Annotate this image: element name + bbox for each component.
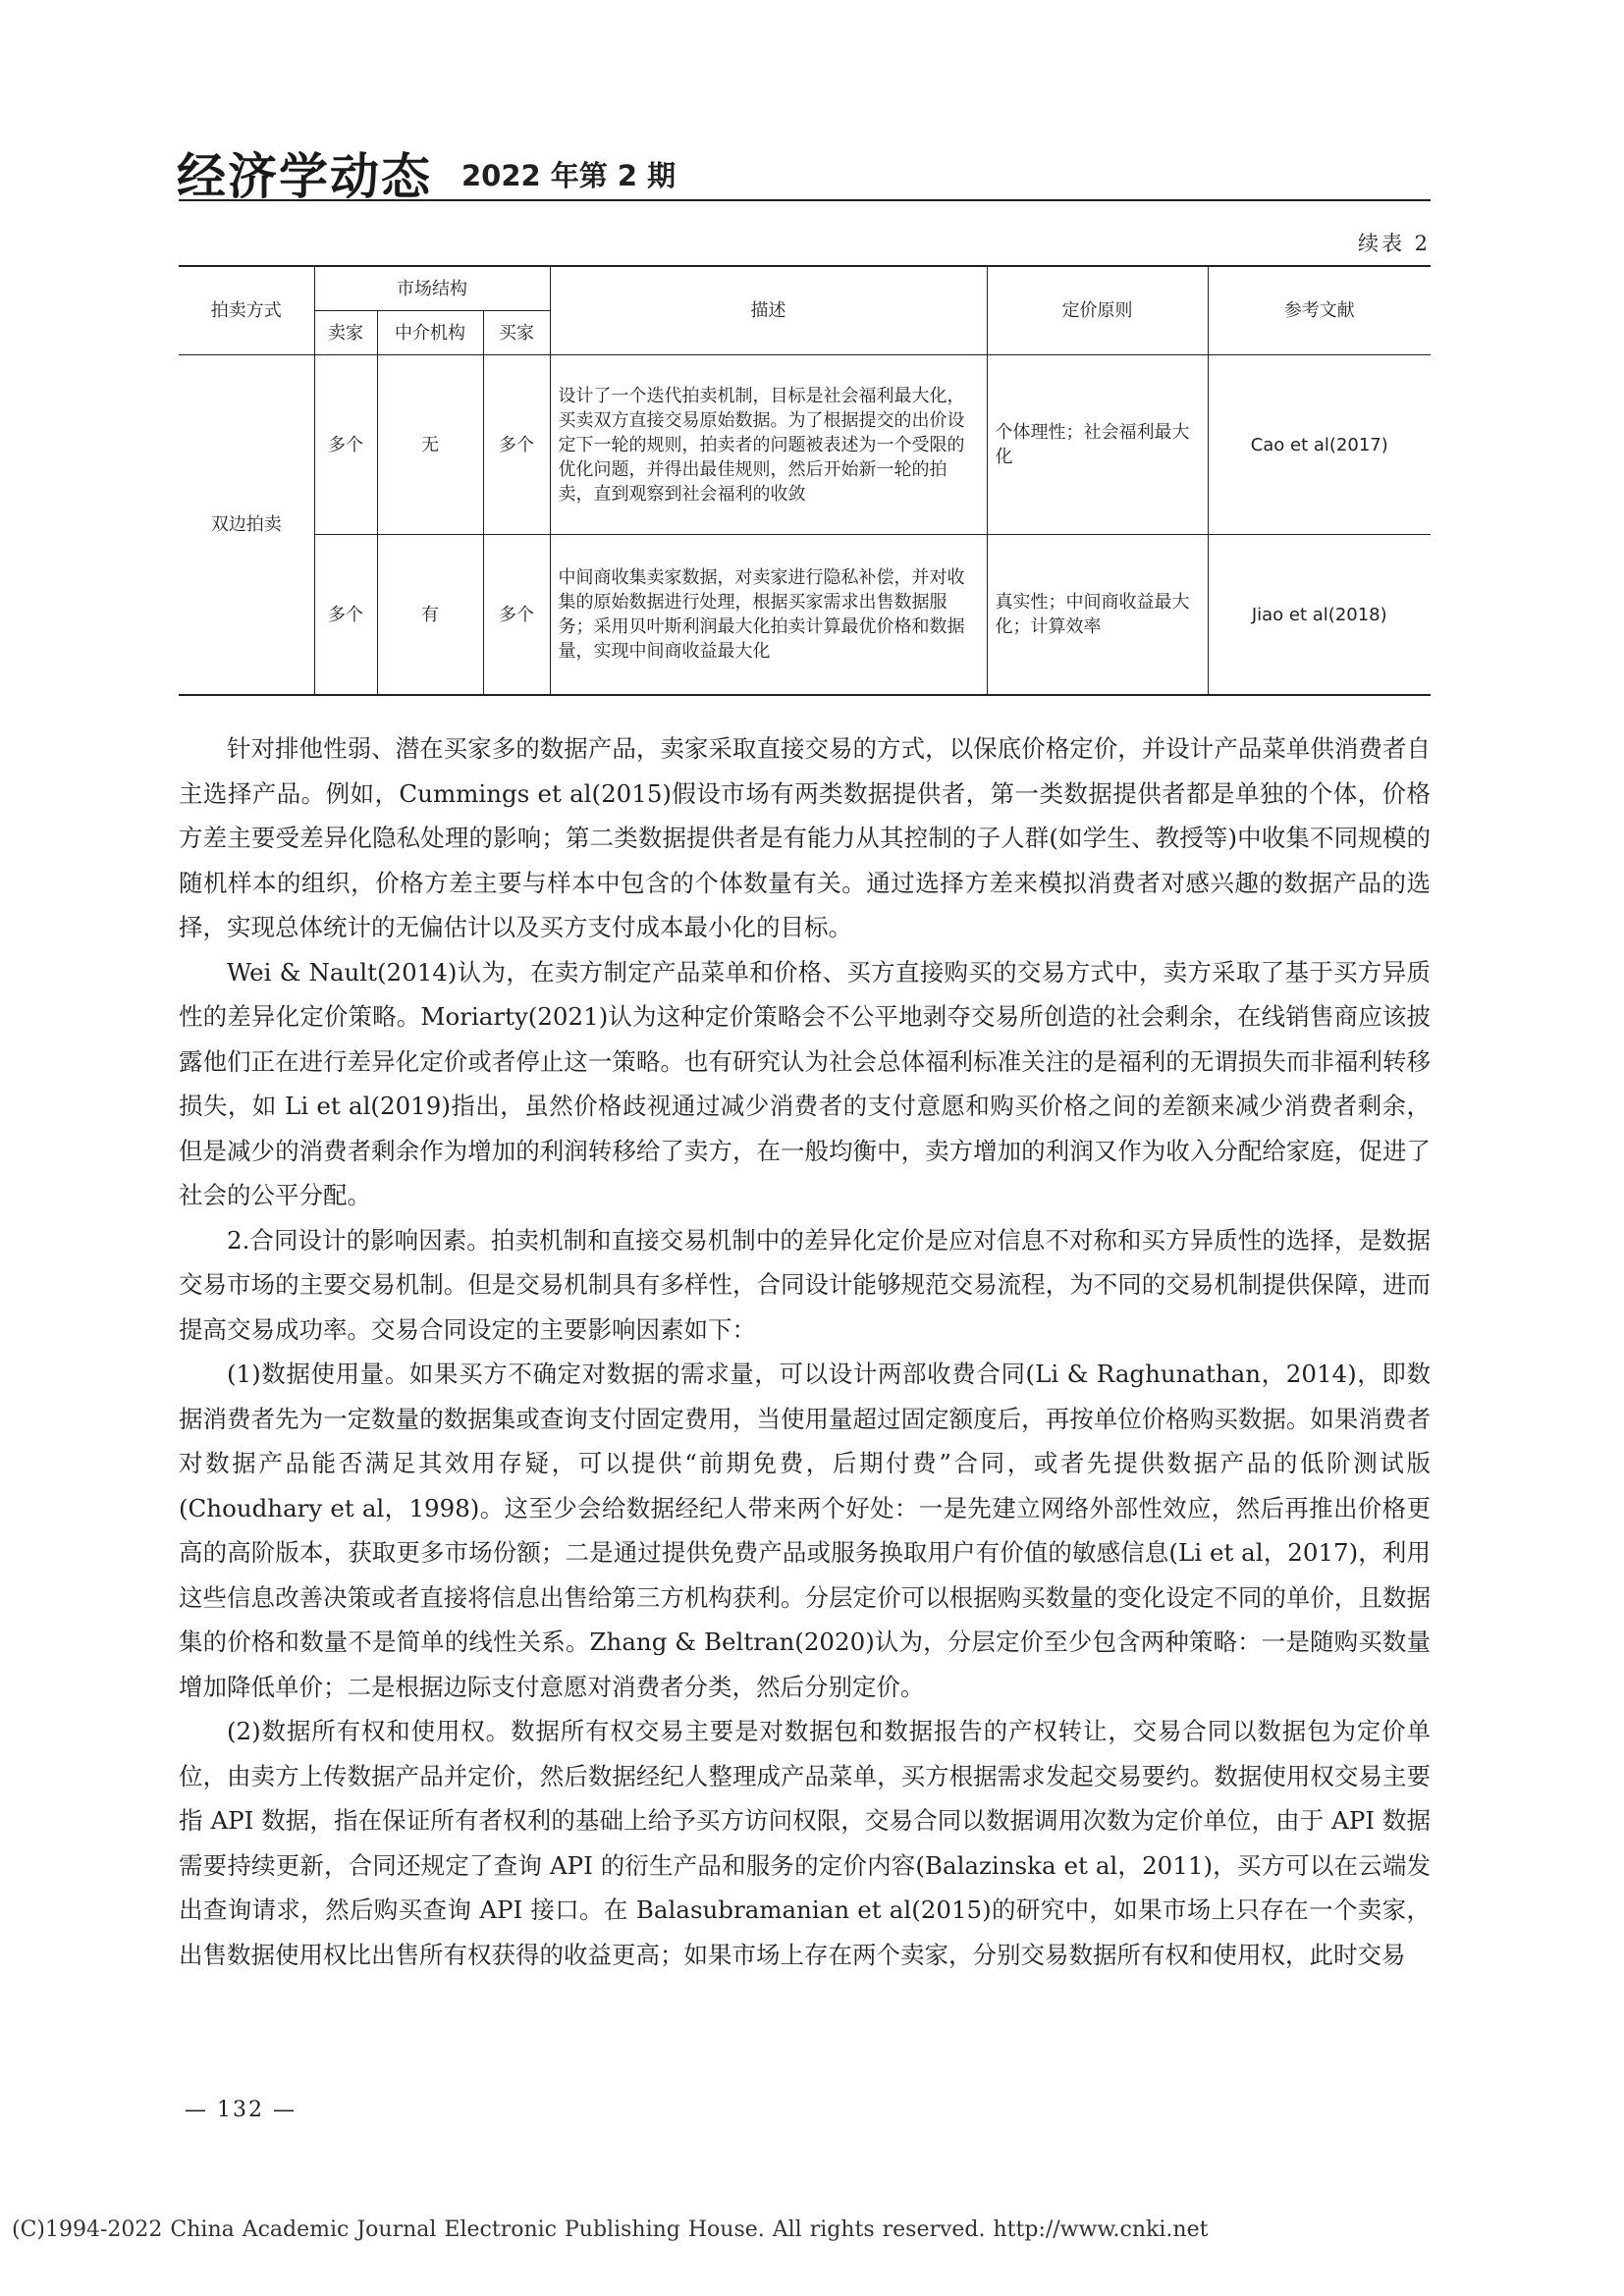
col-market-structure: 市场结构 bbox=[314, 266, 550, 311]
col-pricing-principle: 定价原则 bbox=[987, 266, 1208, 355]
page-number: — 132 — bbox=[185, 2098, 297, 2122]
paragraph: 针对排他性弱、潜在买家多的数据产品，卖家采取直接交易的方式，以保底价格定价，并设计产品菜单供消费者自主选择产品。例如，Cummings et al(2015)假设市场有两类数据提供者，第一类数据提供者都是单独的个体，价格方差主要受差异化隐私处理的影响；第二类数据提供者是有能力从其控制的子人群(如学生、教授等)中收集不同规模的随机样本的组织，价格方差主要与样本中包含的个体数量有关。通过选择方差来模拟消费者对感兴趣的数据产品的选择，实现总体统计的无偏估计以及买方支付成本最小化的目标。 bbox=[179, 734, 1431, 941]
cell-principle: 个体理性；社会福利最大化 bbox=[987, 355, 1208, 535]
table-row bbox=[179, 355, 1431, 535]
cell-buyer: 多个 bbox=[483, 355, 550, 535]
cell-reference: Cao et al(2017) bbox=[1208, 355, 1431, 535]
cell-description: 中间商收集卖家数据，对卖家进行隐私补偿，并对收集的原始数据进行处理，根据买家需求出售数据服务；采用贝叶斯利润最大化拍卖计算最优价格和数据量，实现中间商收益最大化 bbox=[550, 535, 987, 696]
cell-buyer: 多个 bbox=[483, 535, 550, 696]
group-label: 双边拍卖 bbox=[179, 355, 314, 696]
header-rule bbox=[179, 199, 1431, 201]
paragraph: Wei & Nault(2014)认为，在卖方制定产品菜单和价格、买方直接购买的交易方式中，卖方采取了基于买方异质性的差异化定价策略。Moriarty(2021)认为这种定价策略会不公平地剥夺交易所创造的社会剩余，在线销售商应该披露他们正在进行差异化定价或者停止这一策略。也有研究认为社会总体福利标准关注的是福利的无谓损失而非福利转移损失，如 Li et al(2019)指出，虽然价格歧视通过减少消费者的支付意愿和购买价格之间的差额来减少消费者剩余，但是减少的消费者剩余作为增加的利润转移给了卖方，在一般均衡中，卖方增加的利润又作为收入分配给家庭，促进了社会的公平分配。 bbox=[179, 957, 1431, 1209]
literature-table bbox=[179, 265, 1431, 696]
cell-description: 设计了一个迭代拍卖机制，目标是社会福利最大化，买卖双方直接交易原始数据。为了根据提交的出价设定下一轮的规则，拍卖者的问题被表述为一个受限的优化问题，并得出最佳规则，然后开始新一轮的拍卖，直到观察到社会福利的收敛 bbox=[550, 355, 987, 535]
paragraph: (2)数据所有权和使用权。数据所有权交易主要是对数据包和数据报告的产权转让，交易合同以数据包为定价单位，由卖方上传数据产品并定价，然后数据经纪人整理成产品菜单，买方根据需求发起交易要约。数据使用权交易主要指 API 数据，指在保证所有者权利的基础上给予买方访问权限，交易合同以数据调用次数为定价单位，由于 API 数据需要持续更新，合同还规定了查询 API 的衍生产品和服务的定价内容(Balazinska et al，2011)，买方可以在云端发出查询请求，然后购买查询 API 接口。在 Balasubramanian et al(2015)的研究中，如果市场上只存在一个卖家，出售数据使用权比出售所有权获得的收益更高；如果市场上存在两个卖家，分别交易数据所有权和使用权，此时交易 bbox=[179, 1717, 1431, 1969]
cell-seller: 多个 bbox=[314, 355, 377, 535]
copyright-footer: (C)1994-2022 China Academic Journal Electronic Publishing House. All rights reserved. http://www.cnki.net bbox=[12, 2217, 1209, 2242]
col-auction-method: 拍卖方式 bbox=[179, 266, 314, 355]
body-text bbox=[179, 726, 1431, 1977]
cell-principle: 真实性；中间商收益最大化；计算效率 bbox=[987, 535, 1208, 696]
col-intermediary: 中介机构 bbox=[377, 311, 483, 355]
cell-intermediary: 无 bbox=[377, 355, 483, 535]
paragraph: 2.合同设计的影响因素。拍卖机制和直接交易机制中的差异化定价是应对信息不对称和买方异质性的选择，是数据交易市场的主要交易机制。但是交易机制具有多样性，合同设计能够规范交易流程，为不同的交易机制提供保障，进而提高交易成功率。交易合同设定的主要影响因素如下： bbox=[179, 1225, 1431, 1344]
col-description: 描述 bbox=[550, 266, 987, 355]
issue-label: 2022 年第 2 期 bbox=[461, 159, 677, 192]
table-header-row bbox=[179, 266, 1431, 311]
paragraph: (1)数据使用量。如果买方不确定对数据的需求量，可以设计两部收费合同(Li & Raghunathan，2014)，即数据消费者先为一定数量的数据集或查询支付固定费用，当使用量超过固定额度后，再按单位价格购买数据。如果消费者对数据产品能否满足其效用存疑，可以提供“前期免费，后期付费”合同，或者先提供数据产品的低阶测试版(Choudhary et al，1998)。这至少会给数据经纪人带来两个好处：一是先建立网络外部性效应，然后再推出价格更高的高阶版本，获取更多市场份额；二是通过提供免费产品或服务换取用户有价值的敏感信息(Li et al，2017)，利用这些信息改善决策或者直接将信息出售给第三方机构获利。分层定价可以根据购买数量的变化设定不同的单价，且数据集的价格和数量不是简单的线性关系。Zhang & Beltran(2020)认为，分层定价至少包含两种策略：一是随购买数量增加降低单价；二是根据边际支付意愿对消费者分类，然后分别定价。 bbox=[179, 1360, 1431, 1701]
journal-logo: 经济学动态 bbox=[177, 148, 432, 205]
col-references: 参考文献 bbox=[1208, 266, 1431, 355]
cell-reference: Jiao et al(2018) bbox=[1208, 535, 1431, 696]
table-caption: 续表 2 bbox=[1357, 232, 1431, 255]
col-seller: 卖家 bbox=[314, 311, 377, 355]
col-buyer: 买家 bbox=[483, 311, 550, 355]
cell-seller: 多个 bbox=[314, 535, 377, 696]
table-row bbox=[179, 535, 1431, 696]
cell-intermediary: 有 bbox=[377, 535, 483, 696]
